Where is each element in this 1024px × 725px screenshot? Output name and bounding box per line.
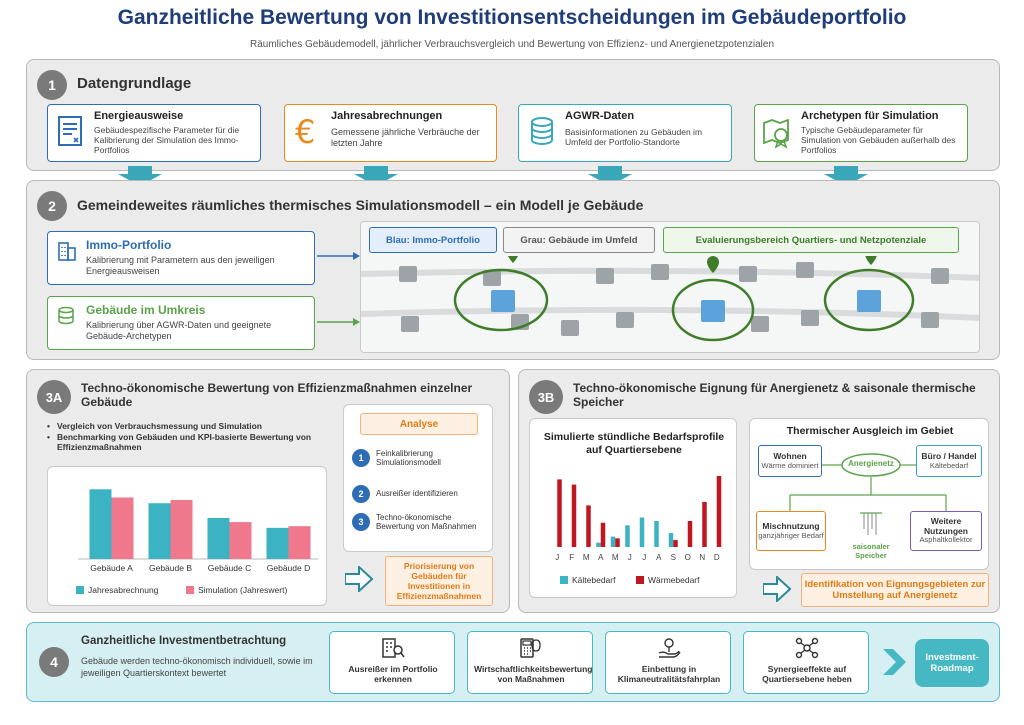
bar: [230, 522, 252, 559]
card-title: Archetypen für Simulation: [801, 110, 939, 122]
bar: [688, 521, 693, 547]
section-title: Ganzheitliche Investmentbetrachtung: [81, 635, 287, 647]
section-investmentbetrachtung: [26, 622, 1000, 702]
legend-label: Wärmebedarf: [648, 575, 700, 585]
bullet-item: • Vergleich von Verbrauchsmessung und Simulation: [47, 421, 337, 432]
bar: [611, 537, 616, 547]
map-graphic: [361, 256, 980, 353]
bar: [615, 538, 620, 547]
network-icon: [794, 636, 820, 660]
section-anergienetz: [518, 369, 1000, 613]
result-priorisierung: Priorisierung von Gebäuden für Investitionen in Effizienzmaßnahmen: [385, 556, 493, 606]
card-agwr-daten: [518, 104, 732, 162]
thermal-balance-box: [749, 418, 989, 570]
bar: [586, 505, 591, 547]
bar: [171, 500, 193, 559]
bar: [557, 479, 562, 547]
use-sub: ganzjähriger Bedarf: [758, 530, 824, 540]
bullet-item: • Benchmarking von Gebäuden und KPI-basierte Bewertung von Effizienzmaßnahmen: [47, 432, 337, 453]
x-tick-label: A: [598, 553, 604, 562]
legend-swatch: [636, 576, 644, 584]
card-immo-portfolio: [47, 231, 315, 285]
x-tick-label: Gebäude C: [207, 563, 252, 573]
step-number: 3: [352, 513, 370, 531]
bar: [702, 502, 707, 547]
bar-chart: [530, 465, 738, 569]
section-datengrundlage: [26, 59, 1000, 171]
chart-bedarfsprofile: [529, 418, 737, 598]
card-text: Synergieeffekte auf Quartiersebene heben: [762, 664, 852, 685]
document-icon: [56, 115, 86, 149]
bar: [90, 489, 112, 559]
x-tick-label: O: [684, 553, 691, 562]
bar: [572, 485, 577, 547]
card-text: Typische Gebäudeparameter für Simulation von Gebäuden außerhalb des Portfolios: [801, 125, 956, 156]
balance-title: Thermischer Ausgleich im Gebiet: [786, 425, 954, 437]
section-number: 3B: [529, 380, 563, 414]
legend-label: Simulation (Jahreswert): [198, 585, 288, 595]
section-number: 3A: [37, 380, 71, 414]
section-number: 2: [37, 191, 67, 221]
card-title: Gebäude im Umkreis: [86, 303, 206, 317]
analysis-step: [352, 449, 492, 467]
bar: [601, 523, 606, 547]
use-sub: Asphaltkollektor: [919, 535, 973, 545]
section-title: Techno-ökonomische Bewertung von Effizienzmaßnahmen einzelner Gebäude: [81, 381, 473, 410]
x-tick-label: A: [656, 553, 662, 562]
section-simulationsmodell: [26, 180, 1000, 360]
bar: [112, 498, 134, 560]
card-title: Jahresabrechnungen: [331, 110, 443, 122]
legend-green: Evaluierungsbereich Quartiers- und Netzpotenziale: [663, 227, 959, 253]
card-title: Energieausweise: [94, 110, 184, 122]
analysis-step: [352, 513, 492, 531]
x-tick-label: Gebäude D: [266, 563, 311, 573]
plant-hand-icon: [656, 636, 682, 660]
bar: [673, 540, 678, 547]
legend-jahresabrechnung: [76, 585, 158, 595]
section-title: Datengrundlage: [77, 75, 192, 92]
bar: [717, 476, 722, 547]
legend-waermebedarf: [636, 575, 700, 585]
euro-icon: €: [295, 113, 316, 151]
connector-arrow-icon: [317, 251, 361, 261]
result-eignungsgebiete: Identifikation von Eignungsgebieten zur Umstellung auf Anergienetz: [801, 573, 989, 607]
card-text: Ausreißer im Portfolio erkennen: [348, 664, 438, 685]
card-synergieeffekte: [743, 631, 869, 694]
card-archetypen: [754, 104, 968, 162]
card-energieausweise: [47, 104, 261, 162]
card-ausreisser: [329, 631, 455, 694]
card-text: Kalibrierung über AGWR-Daten und geeignete Gebäude-Archetypen: [86, 320, 272, 341]
step-text: Feinkalibrierung Simulationsmodell: [376, 449, 441, 468]
building-search-icon: [380, 636, 406, 660]
x-tick-label: M: [582, 553, 590, 562]
anergienetz-label: Anergienetz: [848, 459, 894, 468]
bullet-list: [47, 421, 337, 453]
storage-label: saisonaler Speicher: [852, 542, 890, 560]
x-tick-label: F: [569, 553, 575, 562]
calculator-money-icon: [518, 636, 544, 660]
bar: [654, 521, 659, 547]
page-title: Ganzheitliche Bewertung von Investitionsentscheidungen im Gebäudeportfolio: [117, 6, 907, 29]
bar: [625, 525, 630, 547]
legend-swatch: [186, 586, 194, 594]
x-tick-label: J: [642, 553, 647, 562]
card-text: Basisinformationen zu Gebäuden im Umfeld der Portfolio-Standorte: [565, 127, 703, 148]
use-sub: Kältebedarf: [929, 460, 969, 470]
analysis-title: Analyse: [360, 413, 478, 435]
x-tick-label: Gebäude B: [148, 563, 193, 573]
database-icon: [527, 115, 557, 149]
result-arrow-icon: [345, 566, 373, 592]
use-mischnutzung: [756, 511, 826, 551]
connector-arrow-icon: [317, 317, 361, 327]
legend-swatch: [560, 576, 568, 584]
result-arrow-icon: [763, 576, 791, 602]
step-text: Techno-ökonomische Bewertung von Maßnahmen: [376, 513, 477, 532]
bar: [596, 543, 601, 547]
chevron-right-icon: [879, 647, 909, 677]
x-tick-label: J: [627, 553, 632, 562]
section-number: 1: [37, 70, 67, 100]
bar: [267, 528, 289, 559]
page-subtitle: Räumliches Gebäudemodell, jährlicher Verbrauchsvergleich und Bewertung von Effizienz- und Anergienetzpotenzialen: [249, 39, 775, 50]
use-buero-handel: [916, 445, 982, 477]
section-text: Gebäude werden techno-ökonomisch individuell, sowie im jeweiligen Quartierskontext bewertet: [81, 656, 313, 678]
chart-title: Simulierte stündliche Bedarfsprofile auf Quartiersebene: [543, 431, 725, 457]
bar: [669, 533, 674, 547]
use-title: Wohnen: [773, 450, 807, 461]
x-tick-label: Gebäude A: [90, 563, 133, 573]
section-number: 4: [39, 647, 69, 677]
bar: [289, 526, 311, 559]
analysis-box: [343, 404, 493, 552]
card-jahresabrechnungen: [284, 104, 497, 162]
section-title: Gemeindeweites räumliches thermisches Simulationsmodell – ein Modell je Gebäude: [77, 197, 644, 213]
step-text: Ausreißer identifizieren: [376, 489, 458, 499]
chart-verbrauchsvergleich: [47, 466, 327, 606]
legend-blue: Blau: Immo-Portfolio: [369, 227, 497, 253]
step-number: 2: [352, 485, 370, 503]
use-wohnen: [758, 445, 822, 477]
x-tick-label: S: [670, 553, 676, 562]
use-title: Büro / Handel: [921, 450, 977, 461]
card-gebaeude-umkreis: [47, 296, 315, 350]
use-title: Weitere Nutzungen: [924, 515, 968, 536]
bar-chart: [48, 467, 328, 577]
investment-roadmap: Investment-Roadmap: [915, 639, 989, 687]
legend-simulation: [186, 585, 287, 595]
card-wirtschaftlichkeit: [467, 631, 593, 694]
spatial-model-map: [360, 221, 980, 353]
legend-kaeltebedarf: [560, 575, 615, 585]
step-number: 1: [352, 449, 370, 467]
legend-grey: Grau: Gebäude im Umfeld: [503, 227, 655, 253]
x-tick-label: M: [611, 553, 619, 562]
card-text: Gebäudespezifische Parameter für die Kalibrierung der Simulation des Immo-Portfolios: [94, 125, 240, 156]
x-tick-label: D: [713, 553, 720, 562]
x-tick-label: J: [555, 553, 560, 562]
section-effizienzmassnahmen: [26, 369, 510, 613]
card-title: Immo-Portfolio: [86, 238, 172, 252]
analysis-step: [352, 485, 492, 503]
bar: [208, 518, 230, 559]
card-text: Gemessene jährliche Verbräuche der letzten Jahre: [331, 127, 480, 148]
card-title: AGWR-Daten: [565, 110, 635, 122]
card-text: Wirtschaftlichkeitsbewertung von Maßnahmen: [474, 664, 593, 685]
card-text: Einbettung in Klimaneutralitätsfahrplan: [617, 664, 721, 685]
building-icon: [56, 240, 78, 262]
use-title: Mischnutzung: [762, 520, 820, 531]
card-klimaneutralitaet: [605, 631, 731, 694]
section-title: Techno-ökonomische Eignung für Anergienetz & saisonale thermische Speicher: [573, 381, 976, 410]
map-certificate-icon: [761, 115, 795, 149]
legend-swatch: [76, 586, 84, 594]
legend-label: Jahresabrechnung: [88, 585, 159, 595]
bar: [149, 503, 171, 559]
legend-label: Kältebedarf: [572, 575, 616, 585]
x-tick-label: N: [699, 553, 706, 562]
use-weitere-nutzungen: [910, 511, 982, 551]
bar: [640, 518, 645, 547]
database-icon: [56, 306, 76, 326]
use-sub: Wärme dominiert: [761, 460, 819, 470]
card-text: Kalibrierung mit Parametern aus den jeweiligen Energieausweisen: [86, 255, 275, 276]
